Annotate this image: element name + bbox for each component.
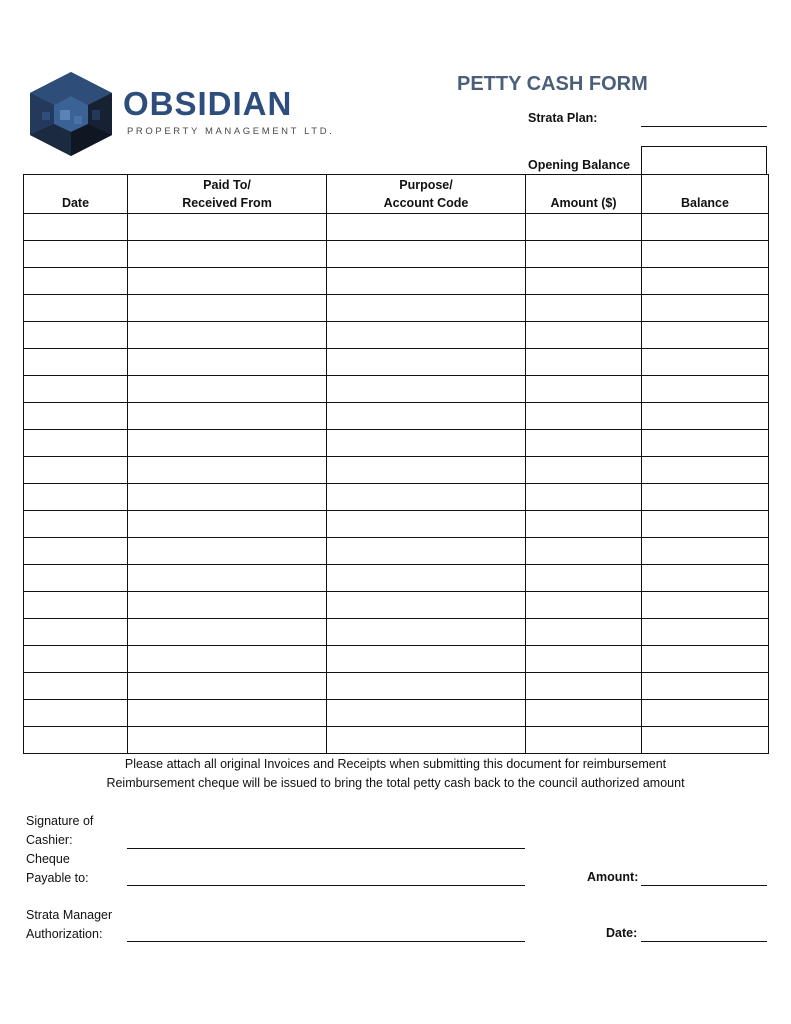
cell-amount[interactable]: [526, 700, 642, 727]
cell-purpose[interactable]: [327, 619, 526, 646]
table-row: [24, 268, 769, 295]
cell-date[interactable]: [24, 376, 128, 403]
cell-amount[interactable]: [526, 457, 642, 484]
attach-receipts-note: Please attach all original Invoices and Receipts when submitting this document for reimbursement: [124, 757, 667, 771]
cell-date[interactable]: [24, 565, 128, 592]
cell-date[interactable]: [24, 457, 128, 484]
cell-balance[interactable]: [642, 511, 769, 538]
cell-purpose[interactable]: [327, 268, 526, 295]
logo-wordmark: OBSIDIAN: [123, 85, 293, 122]
cell-paid-to[interactable]: [128, 646, 327, 673]
cell-paid-to[interactable]: [128, 430, 327, 457]
cell-amount[interactable]: [526, 673, 642, 700]
cell-balance[interactable]: [642, 646, 769, 673]
cell-paid-to[interactable]: [128, 241, 327, 268]
date-field[interactable]: [641, 941, 767, 942]
cell-amount[interactable]: [526, 592, 642, 619]
table-row: [24, 619, 769, 646]
table-row: [24, 592, 769, 619]
table-row: [24, 511, 769, 538]
cell-date[interactable]: [24, 619, 128, 646]
table-row: [24, 349, 769, 376]
cell-paid-to[interactable]: [128, 457, 327, 484]
cell-amount[interactable]: [526, 241, 642, 268]
cell-purpose[interactable]: [327, 349, 526, 376]
table-row: [24, 403, 769, 430]
cell-purpose[interactable]: [327, 403, 526, 430]
cell-purpose[interactable]: [327, 673, 526, 700]
cell-date[interactable]: [24, 241, 128, 268]
form-title: PETTY CASH FORM: [457, 73, 648, 95]
cell-date[interactable]: [24, 403, 128, 430]
cell-purpose[interactable]: [327, 214, 526, 241]
cell-purpose[interactable]: [327, 538, 526, 565]
table-row: [24, 538, 769, 565]
table-row: [24, 700, 769, 727]
amount-field[interactable]: [641, 885, 767, 886]
cell-purpose[interactable]: [327, 484, 526, 511]
cell-balance[interactable]: [642, 619, 769, 646]
cell-paid-to[interactable]: [128, 403, 327, 430]
cell-balance[interactable]: [642, 241, 769, 268]
cell-purpose[interactable]: [327, 592, 526, 619]
cell-paid-to[interactable]: [128, 511, 327, 538]
cell-balance[interactable]: [642, 592, 769, 619]
cell-paid-to[interactable]: [128, 700, 327, 727]
manager-authorization-field[interactable]: [127, 941, 525, 942]
cell-purpose[interactable]: [327, 376, 526, 403]
table-row: [24, 484, 769, 511]
cell-balance[interactable]: [642, 214, 769, 241]
cell-paid-to[interactable]: [128, 268, 327, 295]
cell-paid-to[interactable]: [128, 727, 327, 754]
cell-amount[interactable]: [526, 619, 642, 646]
cell-paid-to[interactable]: [128, 565, 327, 592]
cell-amount[interactable]: [526, 214, 642, 241]
cell-amount[interactable]: [526, 403, 642, 430]
cell-purpose[interactable]: [327, 565, 526, 592]
cell-paid-to[interactable]: [128, 214, 327, 241]
table-row: [24, 673, 769, 700]
table-row: [24, 376, 769, 403]
cell-balance[interactable]: [642, 322, 769, 349]
cell-amount[interactable]: [526, 646, 642, 673]
cell-balance[interactable]: [642, 403, 769, 430]
manager-authorization-label: Strata Manager Authorization:: [26, 908, 113, 941]
cell-paid-to[interactable]: [128, 295, 327, 322]
cell-balance[interactable]: [642, 268, 769, 295]
opening-balance-field[interactable]: [641, 146, 767, 174]
cell-date[interactable]: [24, 484, 128, 511]
cell-amount[interactable]: [526, 430, 642, 457]
cheque-payable-field[interactable]: [127, 885, 525, 886]
cell-amount[interactable]: [526, 511, 642, 538]
cell-date[interactable]: [24, 268, 128, 295]
column-header-balance: Balance: [642, 175, 769, 214]
obsidian-logo-icon: [30, 72, 112, 156]
cell-amount[interactable]: [526, 322, 642, 349]
signature-field[interactable]: [127, 848, 525, 849]
cell-purpose[interactable]: [327, 457, 526, 484]
cell-date[interactable]: [24, 592, 128, 619]
cell-date[interactable]: [24, 538, 128, 565]
column-header-paid-to: Paid To/ Received From: [128, 175, 327, 214]
cell-date[interactable]: [24, 646, 128, 673]
cell-date[interactable]: [24, 214, 128, 241]
cell-date[interactable]: [24, 700, 128, 727]
strata-plan-label: Strata Plan:: [528, 111, 598, 125]
cell-purpose[interactable]: [327, 727, 526, 754]
table-row: [24, 457, 769, 484]
cell-purpose[interactable]: [327, 430, 526, 457]
cell-paid-to[interactable]: [128, 376, 327, 403]
table-row: [24, 565, 769, 592]
table-row: [24, 646, 769, 673]
cell-date[interactable]: [24, 430, 128, 457]
table-header-row: [24, 175, 769, 214]
cell-balance[interactable]: [642, 538, 769, 565]
cell-date[interactable]: [24, 322, 128, 349]
cell-balance[interactable]: [642, 700, 769, 727]
column-header-amount: Amount ($): [526, 175, 642, 214]
column-header-date: Date: [24, 175, 128, 214]
table-row: [24, 727, 769, 754]
cell-date[interactable]: [24, 349, 128, 376]
table-row: [24, 214, 769, 241]
cell-amount[interactable]: [526, 349, 642, 376]
cell-amount[interactable]: [526, 727, 642, 754]
table-row: [24, 295, 769, 322]
opening-balance-label: Opening Balance: [528, 158, 631, 172]
cell-amount[interactable]: [526, 295, 642, 322]
date-label: Date:: [606, 926, 638, 940]
cell-amount[interactable]: [526, 538, 642, 565]
amount-label: Amount:: [587, 870, 639, 884]
cheque-payable-label: Cheque Payable to:: [26, 852, 89, 885]
cell-purpose[interactable]: [327, 511, 526, 538]
cell-balance[interactable]: [642, 457, 769, 484]
cell-date[interactable]: [24, 295, 128, 322]
cell-balance[interactable]: [642, 565, 769, 592]
signature-label: Signature of Cashier:: [26, 814, 94, 847]
cell-paid-to[interactable]: [128, 619, 327, 646]
reimbursement-note: Reimbursement cheque will be issued to bring the total petty cash back to the council authorized amount: [106, 776, 685, 790]
table-row: [24, 430, 769, 457]
cell-date[interactable]: [24, 727, 128, 754]
cell-purpose[interactable]: [327, 646, 526, 673]
cell-balance[interactable]: [642, 727, 769, 754]
cell-paid-to[interactable]: [128, 592, 327, 619]
cell-purpose[interactable]: [327, 700, 526, 727]
cell-balance[interactable]: [642, 673, 769, 700]
cell-purpose[interactable]: [327, 322, 526, 349]
cell-balance[interactable]: [642, 349, 769, 376]
cell-date[interactable]: [24, 673, 128, 700]
cell-paid-to[interactable]: [128, 673, 327, 700]
cell-date[interactable]: [24, 511, 128, 538]
cell-amount[interactable]: [526, 376, 642, 403]
cell-amount[interactable]: [526, 484, 642, 511]
cell-paid-to[interactable]: [128, 484, 327, 511]
cell-amount[interactable]: [526, 565, 642, 592]
table-row: [24, 322, 769, 349]
cell-paid-to[interactable]: [128, 349, 327, 376]
table-row: [24, 241, 769, 268]
cell-balance[interactable]: [642, 430, 769, 457]
cell-amount[interactable]: [526, 268, 642, 295]
logo-tagline: PROPERTY MANAGEMENT LTD.: [127, 126, 335, 137]
cell-purpose[interactable]: [327, 241, 526, 268]
cell-purpose[interactable]: [327, 295, 526, 322]
cell-paid-to[interactable]: [128, 538, 327, 565]
cell-balance[interactable]: [642, 295, 769, 322]
petty-cash-table: [23, 174, 769, 754]
cell-balance[interactable]: [642, 484, 769, 511]
strata-plan-field[interactable]: [641, 126, 767, 127]
cell-balance[interactable]: [642, 376, 769, 403]
column-header-purpose: Purpose/ Account Code: [327, 175, 526, 214]
cell-paid-to[interactable]: [128, 322, 327, 349]
